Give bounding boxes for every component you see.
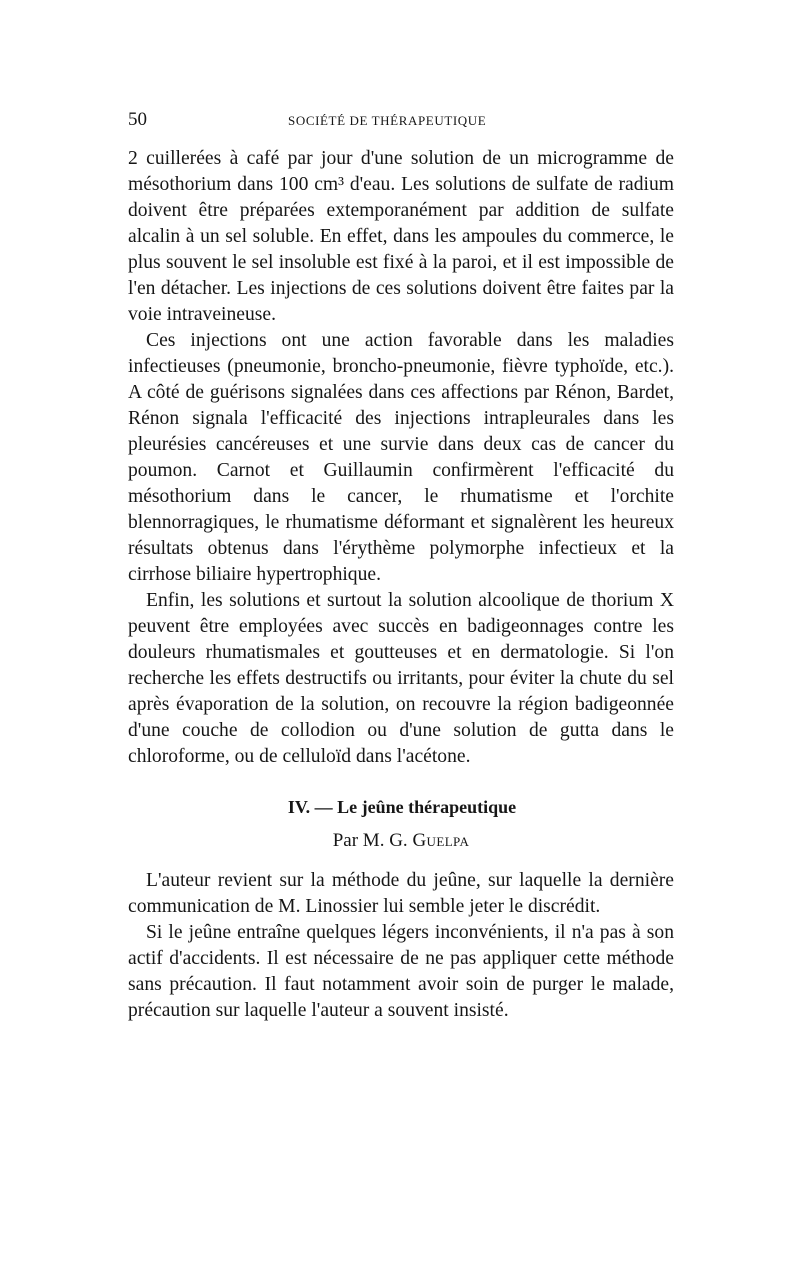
running-head <box>128 106 674 134</box>
paragraph: 2 cuillerées à café par jour d'une solution de un microgramme de mésothorium dans 100 cm³ d'eau. Les solutions de sulfate de radium doivent être préparées extemporanément par addition de sulfate alcalin à un sel soluble. En effet, dans les ampoules du commerce, le plus souvent le sel insoluble est fixé à la paroi, et il est impossible de l'en détacher. Les injections de ces solutions doivent être faites par la voie intraveineuse. <box>128 148 674 325</box>
paragraph: Enfin, les solutions et surtout la solution alcoolique de thorium X peuvent être employées avec succès en badigeonnages contre les douleurs rhumatismales et goutteuses et en dermatologie. Si l'on recherche les effets destructifs ou irritants, pour éviter la chute du sel après évaporation de la solution, on recouvre la région badigeonnée d'une couche de collodion ou d'une solution de gutta dans le chloroforme, ou de celluloïd dans l'acétone. <box>128 590 674 767</box>
book-page <box>128 106 674 1024</box>
running-title: SOCIÉTÉ DE THÉRAPEUTIQUE <box>288 113 487 128</box>
paragraph: Si le jeûne entraîne quelques légers inconvénients, il n'a pas à son actif d'accidents. Il est nécessaire de ne pas appliquer cette méthode sans précaution. Il faut notamment avoir soin de purger le malade, précaution sur laquelle l'auteur a souvent insisté. <box>128 922 674 1021</box>
section-title: IV. — Le jeûne thérapeutique <box>287 797 517 817</box>
byline-prefix: Par M. G. <box>332 830 413 851</box>
body-text <box>128 146 674 1024</box>
byline <box>128 828 674 854</box>
paragraph: Ces injections ont une action favorable dans les maladies infectieuses (pneumonie, broncho-pneumonie, fièvre typhoïde, etc.). A côté de guérisons signalées dans ces affections par Rénon, Bardet, Rénon signala l'efficacité des injections intrapleurales dans les pleurésies cancéreuses et une survie dans deux cas de cancer du poumon. Carnot et Guillaumin confirmèrent l'efficacité du mésothorium dans le cancer, le rhumatisme et l'orchite blennorragiques, le rhumatisme déformant et signalèrent les heureux résultats obtenus dans l'érythème polymorphe infectieux et la cirrhose biliaire hypertrophique. <box>128 330 674 585</box>
author-name: Guelpa <box>412 830 470 851</box>
paragraph: L'auteur revient sur la méthode du jeûne, sur laquelle la dernière communication de M. Linossier lui semble jeter le discrédit. <box>128 870 674 917</box>
page-number: 50 <box>128 109 147 130</box>
